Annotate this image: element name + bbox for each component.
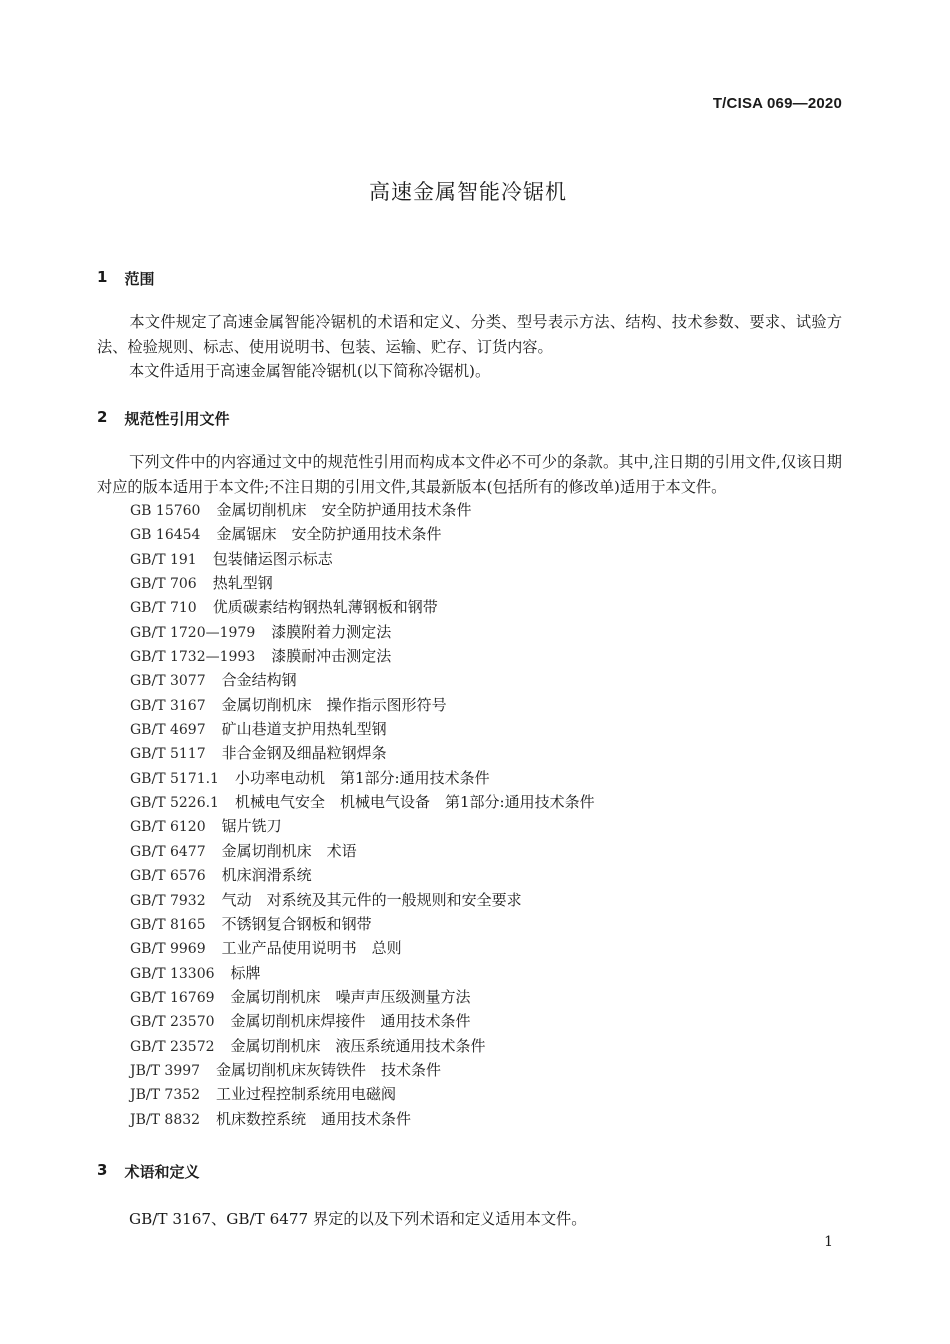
reference-item (130, 498, 595, 522)
reference-code: GB/T 6120 (130, 819, 206, 836)
reference-name: 金属切削机床 操作指示图形符号 (221, 695, 447, 714)
reference-code: GB/T 7932 (130, 892, 206, 909)
normative-references-list (130, 498, 595, 1131)
reference-item (130, 717, 595, 741)
reference-code: GB/T 5171.1 (130, 770, 219, 787)
reference-name: 机床数控系统 通用技术条件 (216, 1109, 412, 1128)
reference-item (130, 1058, 595, 1082)
reference-name: 小功率电动机 第1部分:通用技术条件 (234, 768, 490, 787)
reference-code: GB/T 5117 (130, 746, 206, 763)
reference-name: 金属切削机床 噪声声压级测量方法 (230, 987, 471, 1006)
section-number: 2 (97, 408, 108, 426)
reference-code: GB/T 13306 (130, 965, 215, 982)
reference-name: 包装储运图示标志 (212, 549, 333, 568)
reference-item (130, 644, 595, 668)
reference-name: 气动 对系统及其元件的一般规则和安全要求 (221, 890, 522, 909)
reference-code: GB/T 3167 (130, 697, 206, 714)
reference-code: GB/T 16769 (130, 989, 215, 1006)
reference-name: 工业过程控制系统用电磁阀 (216, 1085, 397, 1104)
reference-code: GB/T 1720—1979 (130, 624, 256, 641)
refs-intro-paragraph (97, 450, 842, 499)
reference-item (130, 1034, 595, 1058)
reference-code: GB/T 5226.1 (130, 795, 219, 812)
reference-name: 矿山巷道支护用热轧型钢 (221, 720, 387, 739)
reference-item (130, 814, 595, 838)
reference-item (130, 693, 595, 717)
reference-item (130, 1009, 595, 1033)
reference-name: 漆膜耐冲击测定法 (271, 647, 392, 666)
reference-name: 漆膜附着力测定法 (271, 622, 392, 641)
scope-text-2: 本文件适用于高速金属智能冷锯机(以下简称冷锯机)。 (129, 362, 491, 380)
reference-code: GB/T 23572 (130, 1038, 215, 1055)
reference-code: JB/T 3997 (130, 1062, 201, 1079)
reference-item (130, 790, 595, 814)
section-number: 1 (97, 268, 108, 286)
section-title: 术语和定义 (124, 1163, 200, 1181)
reference-code: GB/T 23570 (130, 1014, 215, 1031)
reference-item (130, 985, 595, 1009)
terms-text: GB/T 3167、GB/T 6477 界定的以及下列术语和定义适用本文件。 (129, 1210, 587, 1228)
reference-code: GB/T 4697 (130, 722, 206, 739)
scope-paragraph-2 (97, 359, 842, 384)
page-number: 1 (824, 1234, 833, 1250)
scope-paragraph-1 (97, 310, 842, 359)
reference-code: GB/T 9969 (130, 941, 206, 958)
section-title: 范围 (124, 270, 155, 288)
reference-item (130, 936, 595, 960)
reference-name: 热轧型钢 (212, 574, 273, 593)
reference-item (130, 1107, 595, 1131)
reference-name: 金属切削机床 液压系统通用技术条件 (230, 1036, 486, 1055)
reference-name: 不锈钢复合钢板和钢带 (221, 914, 372, 933)
reference-item (130, 741, 595, 765)
reference-name: 金属切削机床焊接件 通用技术条件 (230, 1012, 471, 1031)
reference-code: GB/T 706 (130, 576, 197, 593)
reference-name: 机床润滑系统 (221, 866, 312, 885)
reference-item (130, 839, 595, 863)
reference-item (130, 522, 595, 546)
section-title: 规范性引用文件 (124, 410, 230, 428)
reference-item (130, 620, 595, 644)
terms-paragraph (97, 1207, 842, 1232)
reference-name: 金属锯床 安全防护通用技术条件 (216, 525, 442, 544)
reference-item (130, 571, 595, 595)
reference-item (130, 961, 595, 985)
scope-text-1: 本文件规定了高速金属智能冷锯机的术语和定义、分类、型号表示方法、结构、技术参数、要求、试验方法、检验规则、标志、使用说明书、包装、运输、贮存、订货内容。 (97, 313, 842, 356)
reference-name: 金属切削机床 术语 (221, 841, 357, 860)
reference-code: GB 16454 (130, 527, 201, 544)
reference-name: 工业产品使用说明书 总则 (221, 939, 402, 958)
reference-name: 优质碳素结构钢热轧薄钢板和钢带 (212, 598, 438, 617)
reference-code: JB/T 8832 (130, 1111, 201, 1128)
reference-name: 非合金钢及细晶粒钢焊条 (221, 744, 387, 763)
standard-number: T/CISA 069—2020 (712, 95, 842, 112)
reference-name: 金属切削机床 安全防护通用技术条件 (216, 501, 472, 519)
reference-name: 锯片铣刀 (221, 817, 282, 836)
reference-item (130, 888, 595, 912)
section-number: 3 (97, 1161, 108, 1179)
section-1-heading (97, 268, 154, 289)
reference-code: GB/T 191 (130, 551, 197, 568)
reference-code: GB/T 6576 (130, 868, 206, 885)
reference-item (130, 595, 595, 619)
reference-item (130, 863, 595, 887)
refs-intro-text: 下列文件中的内容通过文中的规范性引用而构成本文件必不可少的条款。其中,注日期的引用文件,仅该日期对应的版本适用于本文件;不注日期的引用文件,其最新版本(包括所有的修改单)适用于本文件。 (97, 453, 842, 496)
reference-item (130, 668, 595, 692)
reference-item (130, 1082, 595, 1106)
reference-code: GB/T 8165 (130, 916, 206, 933)
reference-name: 金属切削机床灰铸铁件 技术条件 (216, 1060, 442, 1079)
section-2-heading (97, 408, 229, 429)
reference-code: GB/T 3077 (130, 673, 206, 690)
reference-code: GB 15760 (130, 503, 201, 519)
reference-name: 合金结构钢 (221, 671, 297, 690)
reference-name: 标牌 (230, 963, 261, 982)
section-3-heading (97, 1161, 199, 1182)
reference-item (130, 912, 595, 936)
reference-code: GB/T 710 (130, 600, 197, 617)
reference-name: 机械电气安全 机械电气设备 第1部分:通用技术条件 (234, 793, 595, 812)
reference-code: GB/T 6477 (130, 843, 206, 860)
reference-item (130, 766, 595, 790)
document-title: 高速金属智能冷锯机 (369, 180, 567, 204)
reference-code: JB/T 7352 (130, 1087, 201, 1104)
reference-code: GB/T 1732—1993 (130, 649, 256, 666)
reference-item (130, 547, 595, 571)
